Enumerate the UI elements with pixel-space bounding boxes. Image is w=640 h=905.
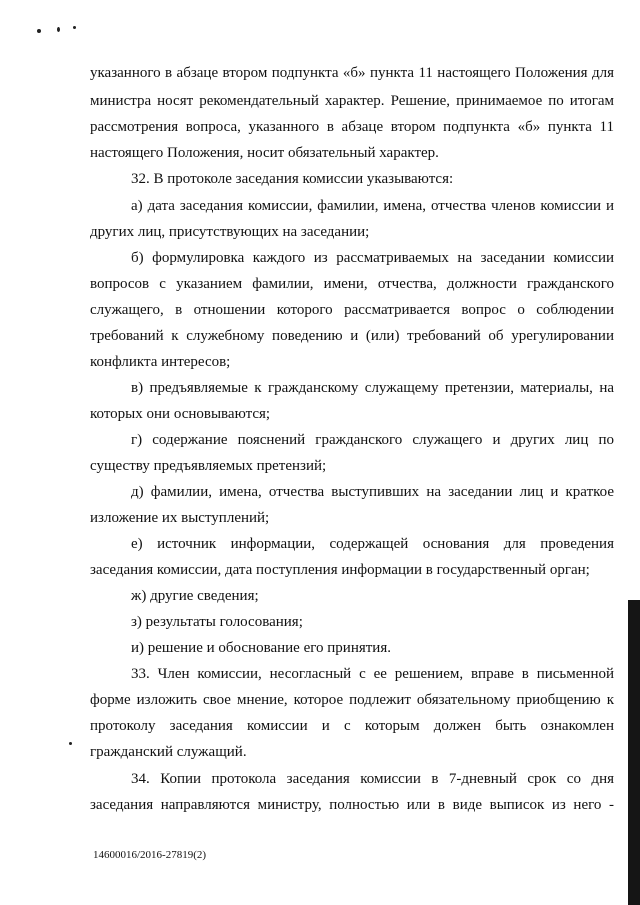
text-line: з) результаты голосования;: [131, 614, 303, 630]
text-line: вопросов с указанием фамилии, имени, отчества, должности гражданского: [90, 276, 614, 292]
text-line: г) содержание пояснений гражданского служащего и других лиц по: [131, 432, 614, 448]
text-line: протоколу заседания комиссии и с которым должен быть ознакомлен: [90, 718, 614, 734]
document-number: 14600016/2016-27819(2): [93, 849, 207, 861]
text-line: б) формулировка каждого из рассматриваемых на заседании комиссии: [131, 250, 614, 266]
text-line: других лиц, присутствующих на заседании;: [90, 224, 370, 240]
text-line: настоящего Положения, носит обязательный характер.: [90, 145, 439, 161]
scan-speck: [37, 29, 41, 33]
scan-speck: [69, 742, 72, 745]
text-line: в) предъявляемые к гражданскому служащему претензии, материалы, на: [131, 380, 614, 396]
text-line: 34. Копии протокола заседания комиссии в 7-дневный срок со дня: [131, 771, 614, 787]
text-line: служащего, в отношении которого рассматривается вопрос о соблюдении: [90, 302, 614, 318]
text-line: министра носят рекомендательный характер. Решение, принимаемое по итогам: [90, 93, 614, 109]
scan-speck: [73, 26, 76, 29]
text-line: а) дата заседания комиссии, фамилии, имена, отчества членов комиссии и: [131, 198, 614, 214]
text-line: существу предъявляемых претензий;: [90, 458, 327, 474]
text-line: изложение их выступлений;: [90, 510, 270, 526]
scan-edge-shadow: [628, 600, 640, 905]
text-line: ж) другие сведения;: [131, 588, 259, 604]
text-line: д) фамилии, имена, отчества выступивших на заседании лиц и краткое: [131, 484, 614, 500]
scan-speck: [57, 27, 60, 32]
text-line: заседания комиссии, дата поступления информации в государственный орган;: [90, 562, 590, 578]
text-line: е) источник информации, содержащей основания для проведения: [131, 536, 614, 552]
text-line: форме изложить свое мнение, которое подлежит обязательному приобщению к: [90, 692, 614, 708]
text-line: конфликта интересов;: [90, 354, 231, 370]
text-line: требований к служебному поведению и (или) требований об урегулировании: [90, 328, 614, 344]
text-line: гражданский служащий.: [90, 744, 247, 760]
text-line: которых они основываются;: [90, 406, 271, 422]
text-line: заседания направляются министру, полностью или в виде выписок из него -: [90, 797, 614, 813]
text-line: 33. Член комиссии, несогласный с ее решением, вправе в письменной: [131, 666, 614, 682]
text-line: рассмотрения вопроса, указанного в абзаце втором подпункта «б» пункта 11: [90, 119, 614, 135]
text-line: указанного в абзаце втором подпункта «б» пункта 11 настоящего Положения для: [90, 65, 614, 81]
text-line: 32. В протоколе заседания комиссии указываются:: [131, 171, 454, 187]
text-line: и) решение и обоснование его принятия.: [131, 640, 391, 656]
